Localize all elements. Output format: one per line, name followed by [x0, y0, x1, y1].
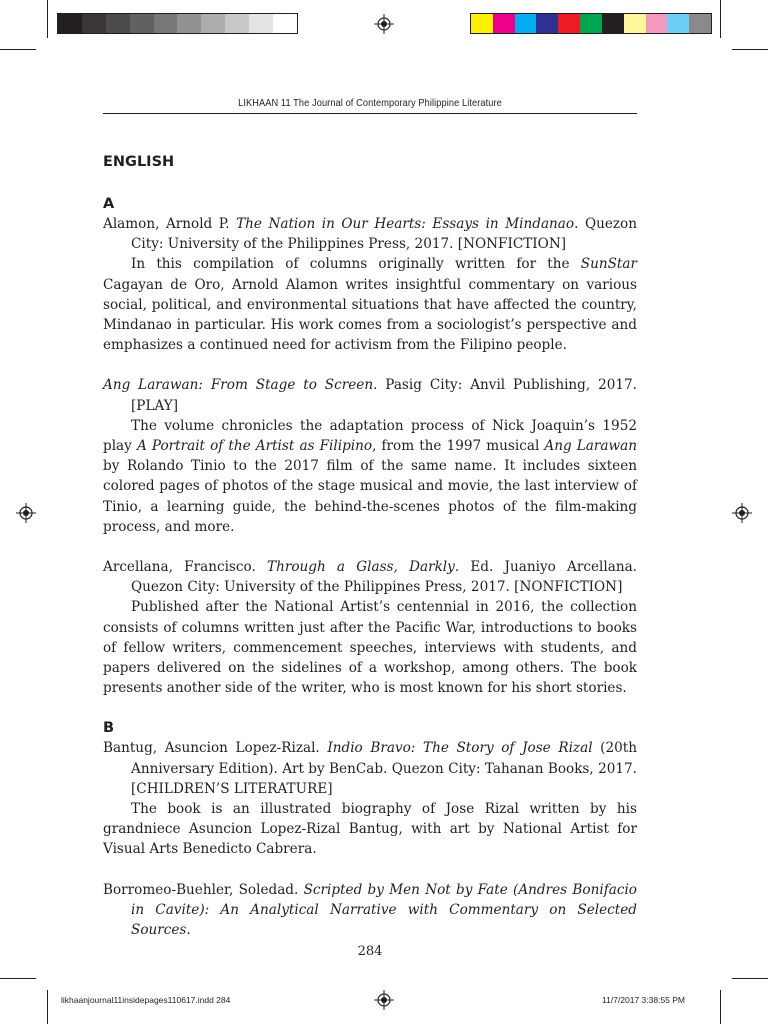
citation [103, 880, 637, 941]
book-title: The Nation in Our Hearts: Essays in Mindanao [236, 216, 575, 232]
color-swatch [602, 14, 624, 33]
author: Alamon, Arnold P. [103, 216, 237, 232]
gray-swatch [249, 14, 273, 33]
slug-filename: likhaanjournal11insidepages110617.indd 284 [61, 995, 231, 1005]
crop-mark [47, 990, 48, 1024]
entry-ang-larawan [103, 375, 637, 537]
author: Borromeo-Buehler, Soledad. [103, 881, 304, 898]
citation [103, 738, 637, 799]
slug-timestamp: 11/7/2017 3:38:55 PM [602, 995, 686, 1005]
registration-mark-icon [16, 503, 36, 523]
gray-swatch [177, 14, 201, 33]
gray-swatch [273, 14, 297, 33]
crop-mark [0, 49, 36, 50]
color-swatch [493, 14, 515, 33]
color-swatch [558, 14, 580, 33]
author: Arcellana, Francisco. [103, 559, 267, 576]
entry-borromeo-buehler [103, 880, 637, 941]
description: The volume chronicles the adaptation process of Nick Joaquin’s 1952 play A Portrait of the Artist as Filipino, from the 1997 musical Ang Larawan by Rolando Tinio to the 2017 film of the same name. It includes sixteen colored pages of photos of the stage musical and movie, the last interview of Tinio, a learning guide, the behind-the-scenes photos of the film-making process, and more. [103, 417, 638, 535]
crop-mark [720, 0, 721, 38]
book-title: Through a Glass, Darkly [267, 559, 455, 576]
publication-info: . Ed. Juaniyo Arcellana. Quezon City: University of the Philippines Press, 2017. [NONFICTION] [131, 559, 637, 596]
color-swatch [624, 14, 646, 33]
crop-mark [720, 990, 721, 1024]
book-title: Indio Bravo: The Story of Jose Rizal [327, 740, 593, 757]
letter-heading-a: A [103, 196, 115, 212]
entry-alamon [103, 214, 637, 355]
color-swatch [646, 14, 668, 33]
author: Bantug, Asuncion Lopez-Rizal. [103, 740, 328, 757]
description: Published after the National Artist’s centennial in 2016, the collection consists of columns written just after the Pacific War, introductions to books of fellow writers, commencement speeches, interviews with students, and papers delivered on the sidelines of a workshop, among others. The book presents another side of the writer, who is most known for his short stories. [103, 599, 637, 697]
grayscale-control-strip [57, 13, 298, 34]
color-control-strip [470, 13, 712, 34]
gray-swatch [154, 14, 178, 33]
publication-info: (20th Anniversary Edition). Art by BenCab. Quezon City: Tahanan Books, 2017. [CHILDREN’S LITERATURE] [131, 740, 637, 797]
color-swatch [580, 14, 602, 33]
crop-mark [0, 978, 36, 979]
entry-bantug [103, 738, 637, 859]
publication-info: . [186, 922, 191, 939]
gray-swatch [130, 14, 154, 33]
crop-mark [47, 0, 48, 38]
citation [103, 214, 637, 254]
color-swatch [515, 14, 537, 33]
color-swatch [536, 14, 558, 33]
header-rule [103, 113, 637, 114]
letter-heading-b: B [103, 720, 115, 737]
gray-swatch [58, 14, 82, 33]
color-swatch [689, 14, 711, 33]
citation [103, 375, 637, 415]
crop-mark [732, 978, 768, 979]
book-title: Scripted by Men Not by Fate (Andres Bonifacio in Cavite): An Analytical Narrative with Commentary on Selected Sources [131, 881, 637, 939]
section-title: ENGLISH [103, 154, 175, 170]
running-head: LIKHAAN 11 The Journal of Contemporary Philippine Literature [238, 97, 502, 109]
color-swatch [667, 14, 689, 33]
crop-mark [732, 49, 768, 50]
gray-swatch [82, 14, 106, 33]
entry-arcellana [103, 557, 637, 698]
description: In this compilation of columns originally written for the SunStar Cagayan de Oro, Arnold Alamon writes insightful commentary on various social, political, and environmental situations that have affected the country, Mindanao in particular. His work comes from a sociologist’s perspective and emphasizes a continued need for activism from the Filipino people. [103, 256, 637, 354]
registration-mark-icon [374, 14, 394, 34]
publication-info: Pasig City: Anvil Publishing, 2017. [PLAY] [131, 377, 638, 414]
description: The book is an illustrated biography of Jose Rizal written by his grandniece Asuncion Lopez-Rizal Bantug, with art by National Artist for Visual Arts Benedicto Cabrera. [103, 801, 637, 858]
color-swatch [471, 14, 493, 33]
citation [103, 557, 637, 597]
publication-info: . Quezon City: University of the Philippines Press, 2017. [NONFICTION] [131, 216, 637, 253]
registration-mark-icon [732, 503, 752, 523]
gray-swatch [106, 14, 130, 33]
book-title: Ang Larawan: From Stage to Screen. [103, 377, 378, 394]
gray-swatch [225, 14, 249, 33]
gray-swatch [201, 14, 225, 33]
registration-mark-icon [374, 990, 394, 1010]
page-number: 284 [357, 944, 383, 959]
page-body [103, 150, 637, 940]
